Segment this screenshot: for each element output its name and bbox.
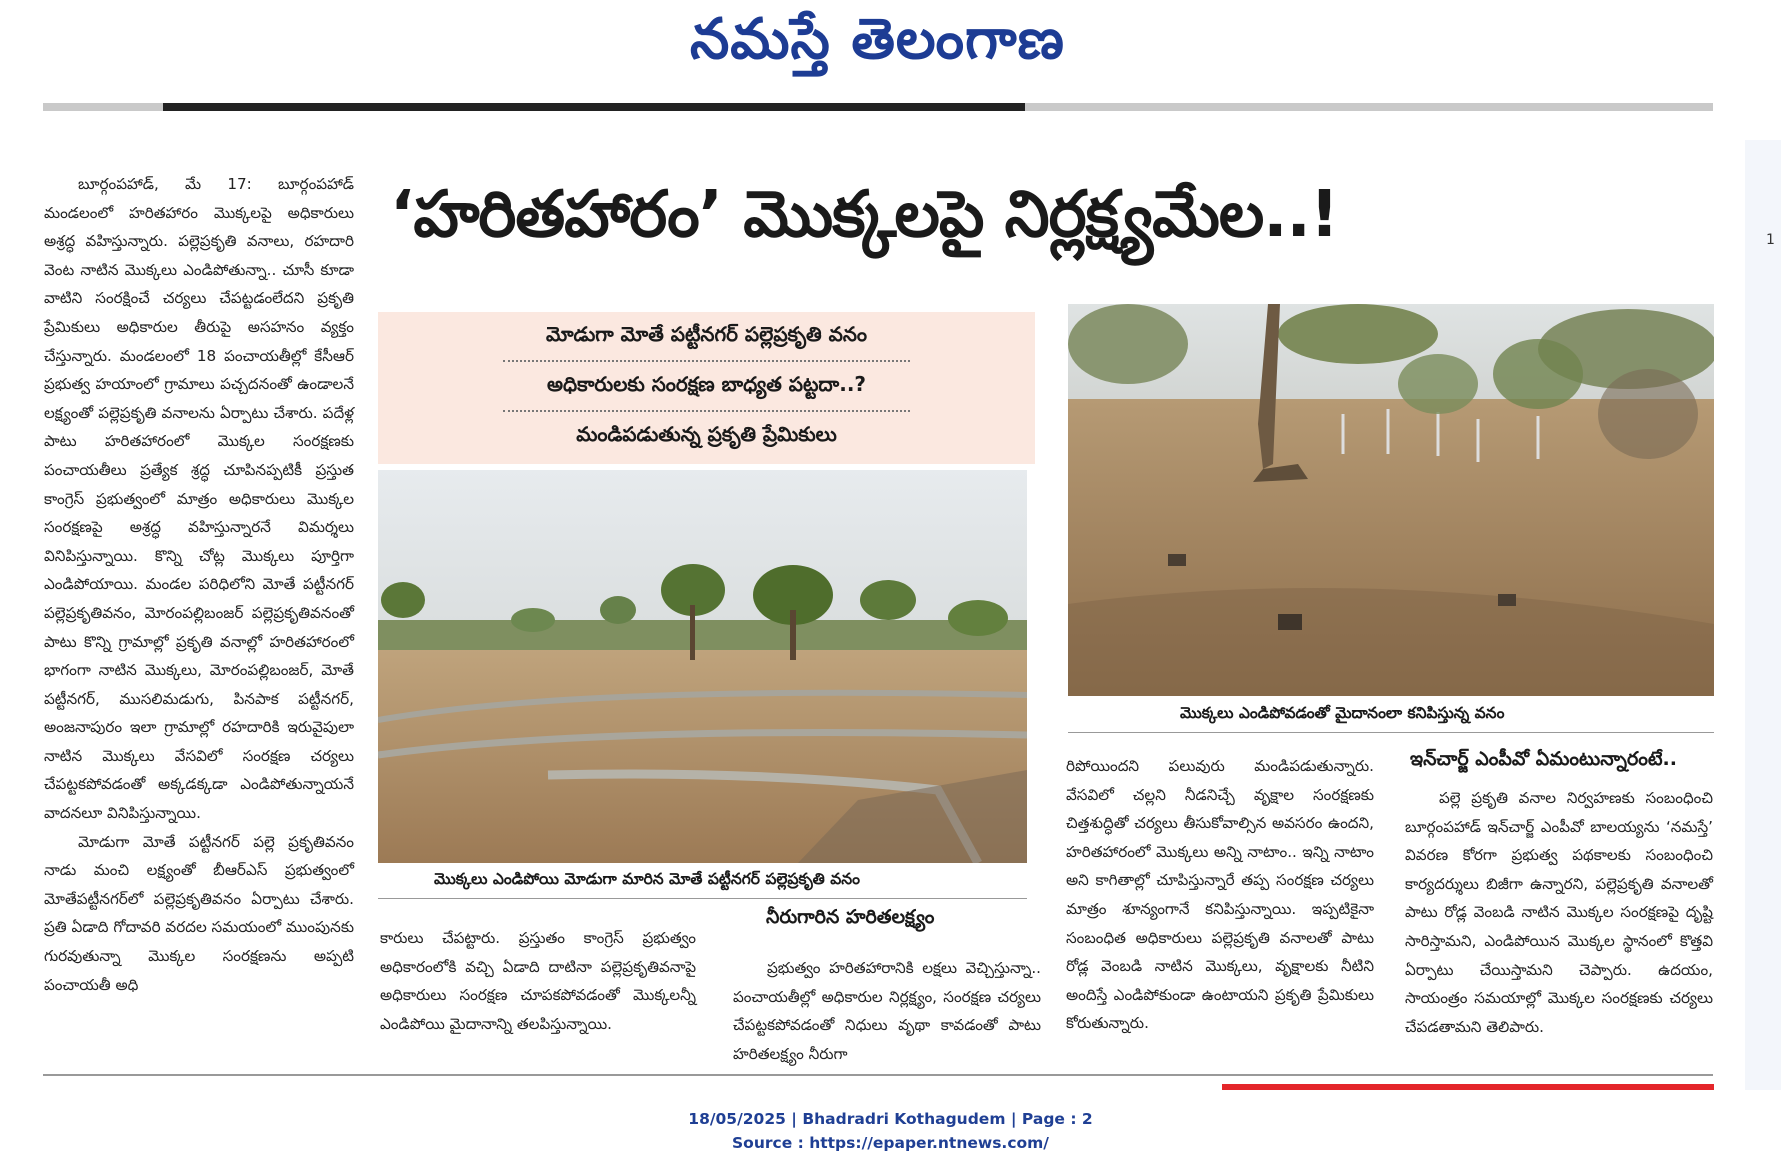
footer-source: Source : https://epaper.ntnews.com/ [732, 1134, 1049, 1152]
article-paragraph: కారులు చేపట్టారు. ప్రస్తుతం కాంగ్రెస్ ప్రభుత్వం అధికారంలోకి వచ్చి ఏడాది దాటినా పల్లెప్రకృతివనాపై అధికారులు సంరక్షణ చూపకపోవడంతో మొక్కలన్నీ ఎండిపోయి మైదానాన్ని తలపిస్తున్నాయి. [380, 929, 696, 1033]
article-paragraph: రిపోయిందని పలువురు మండిపడుతున్నారు. వేసవిలో చల్లని నీడనిచ్చే వృక్షాల సంరక్షణకు చిత్తశుద్ధితో చర్యలు తీసుకోవాల్సిన అవసరం ఉందని, హరితహారంలో మొక్కలు అన్ని నాటాం.. ఇన్ని నాటాం అని కాగితాల్లో చూపిస్తున్నారే తప్ప సంరక్షణ చర్యలు మాత్రం శూన్యంగానే కనిపిస్తున్నాయి. ఇప్పటికైనా సంబంధిత అధికారులు పల్లెప్రకృతి వనాలతో పాటు రోడ్ల వెంబడి నాటిన మొక్కలు, వృక్షాలకు నీటిని అందిస్తే ఎండిపోకుండా ఉంటాయని ప్రకృతి ప్రేమికులు కోరుతున్నారు. [1066, 757, 1374, 1033]
caption-divider [378, 898, 1027, 899]
article-column-1 [44, 170, 354, 999]
header-rule-accent [163, 103, 1025, 111]
masthead [0, 0, 1781, 90]
accent-rule [1222, 1084, 1714, 1090]
article-column-5 [1405, 784, 1713, 1041]
article-paragraph: మోడుగా మోతే పట్టీనగర్ పల్లె ప్రకృతివనం నాడు మంచి లక్ష్యంతో బీఆర్ఎస్ ప్రభుత్వంలో మోతేపట్టీనగర్‌లో పల్లెప్రకృతివనం ఏర్పాటు చేశారు. ప్రతి ఏడాది గోదావరి వరదల సమయంలో ముంపునకు గురవుతున్నా మొక్కల సంరక్షణను అప్పటి పంచాయతీ అధి [44, 832, 354, 994]
summary-box [378, 312, 1035, 464]
article-column-2 [380, 924, 696, 1038]
article-paragraph: బూర్గంపహాడ్, మే 17: బూర్గంపహాడ్ మండలంలో హరితహారం మొక్కలపై అధికారులు అశ్రద్ధ వహిస్తున్నారు. పల్లెప్రకృతి వనాలు, రహదారి వెంట నాటిన మొక్కలు ఎండిపోతున్నా.. చూసీ కూడా వాటిని సంరక్షించే చర్యలు చేపట్టడంలేదని ప్రకృతి ప్రేమికులు అధికారుల తీరుపై అసహనం వ్యక్తం చేస్తున్నారు. మండలంలో 18 పంచాయతీల్లో కేసీఆర్ ప్రభుత్వ హయాంలో గ్రామాలు పచ్చదనంతో ఉండాలనే లక్ష్యంతో పల్లెప్రకృతి వనాలను ఏర్పాటు చేశారు. పదేళ్ల పాటు హరితహారంలో మొక్కల సంరక్షణకు పంచాయతీలు ప్రత్యేక శ్రద్ధ చూపినప్పటికీ ప్రస్తుత కాంగ్రెస్ ప్రభుత్వంలో మాత్రం అధికారులు మొక్కల సంరక్షణపై అశ్రద్ధ వహిస్తున్నారనే విమర్శలు వినిపిస్తున్నాయి. కొన్ని చోట్ల మొక్కలు పూర్తిగా ఎండిపోయాయి. మండల పరిధిలోని మోతే పట్టీనగర్ పల్లెప్రకృతివనం, మోరంపల్లిబంజర్ పల్లెప్రకృతివనంతో పాటు కొన్ని గ్రామాల్లో ప్రకృతి వనాల్లో హరితహారంలో భాగంగా నాటిన మొక్కలు, మోరంపల్లిబంజర్, మోతే పట్టీనగర్, ముసలిమడుగు, పినపాక పట్టీనగర్, అంజనాపురం ఇలా గ్రామాల్లో రహదారికి ఇరువైపులా నాటిన మొక్కలు వేసవిలో సంరక్షణ చర్యలు చేపట్టకపోవడంతో అక్కడక్కడా ఎండిపోతున్నాయనే వాదనలూ వినిపిస్తున్నాయి. [44, 175, 354, 823]
summary-line: అధికారులకు సంరక్షణ బాధ్యత పట్టదా..? [546, 372, 867, 396]
article-column-4 [1066, 752, 1374, 1038]
article-paragraph: ప్రభుత్వం హరితహారానికి లక్షలు వెచ్చిస్తున్నా.. పంచాయతీల్లో అధికారుల నిర్లక్ష్యం, సంరక్షణ చర్యలు చేపట్టకపోవడంతో నిధులు వృథా కావడంతో పాటు హరితలక్ష్యం నీరుగా [733, 959, 1041, 1063]
adjacent-page-digit: 1 [1766, 232, 1775, 248]
photo-caption: మొక్కలు ఎండిపోవడంతో మైదానంలా కనిపిస్తున్న వనం [1180, 704, 1505, 722]
summary-divider [503, 360, 910, 362]
summary-line: మండిపడుతున్న ప్రకృతి ప్రేమికులు [576, 422, 837, 446]
newspaper-logo: నమస్తే తెలంగాణ [690, 6, 1065, 72]
footer-dateline: 18/05/2025 | Bhadradri Kothagudem | Page : 2 [688, 1110, 1093, 1128]
section-subhead: ఇన్‌చార్జ్ ఎంపీవో ఏమంటున్నారంటే.. [1410, 748, 1677, 770]
summary-line: మోడుగా మోతే పట్టీనగర్ పల్లెప్రకృతి వనం [545, 322, 868, 346]
summary-divider [503, 410, 910, 412]
photo-dry-park-image [378, 470, 1027, 863]
adjacent-page-strip [1745, 140, 1781, 1090]
article-paragraph: పల్లె ప్రకృతి వనాల నిర్వహణకు సంబంధించి బూర్గంపహాడ్ ఇన్‌చార్జ్ ఎంపీవో బాలయ్యను ‘నమస్తే’ వివరణ కోరగా ప్రభుత్వ పథకాలకు సంబంధించి కార్యదర్శులు బిజీగా ఉన్నారని, పల్లెప్రకృతి వనాలతో పాటు రోడ్ల వెంబడి నాటిన మొక్కల సంరక్షణపై దృష్టి సారిస్తామని, ఎండిపోయిన మొక్కల స్థానంలో కొత్తవి ఏర్పాటు చేయిస్తామని చెప్పారు. ఉదయం, సాయంత్రం సమయాల్లో మొక్కల సంరక్షణకు చర్యలు చేపడతామని తెలిపారు. [1405, 789, 1713, 1036]
photo-dry-park [378, 470, 1027, 863]
bottom-rule [43, 1074, 1713, 1076]
article-headline: ‘హరితహారం’ మొక్కలపై నిర్లక్ష్యమేల..! [390, 178, 1339, 252]
photo-caption: మొక్కలు ఎండిపోయి మోడుగా మారిన మోతే పట్టీనగర్ పల్లెప్రకృతి వనం [434, 870, 860, 888]
section-subhead: నీరుగారిన హరితలక్ష్యం [766, 906, 935, 928]
photo-dry-ground-image [1068, 304, 1714, 696]
photo-dry-ground [1068, 304, 1714, 696]
article-column-3 [733, 954, 1041, 1068]
caption-divider [1068, 732, 1714, 733]
